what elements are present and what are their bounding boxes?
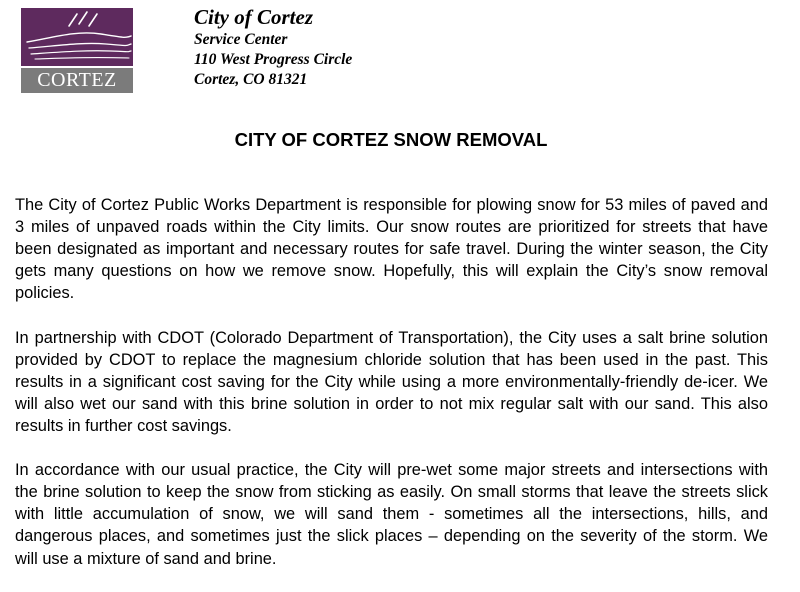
street-address: 110 West Progress Circle [194,51,353,68]
document-body [15,194,768,592]
city-logo [21,8,133,93]
logo-wordmark: CORTEZ [21,68,133,93]
document-title: CITY OF CORTEZ SNOW REMOVAL [234,129,548,150]
mountain-landscape-icon [21,8,133,66]
paragraph: In partnership with CDOT (Colorado Department of Transportation), the City uses a salt brine solution provided by CDOT to replace the magnesium chloride solution that has been used in the past. This results in a significant cost saving for the City while using a more environmentally-friendly de-icer. We will also wet our sand with this brine solution in order to not mix regular salt with our sand. This also results in further cost savings. [15,328,768,435]
city-name: City of Cortez [194,5,313,29]
department-name: Service Center [194,31,288,48]
paragraph: In accordance with our usual practice, the City will pre-wet some major streets and intersections with the brine solution to keep the snow from sticking as easily. On small storms that leave the streets slick with little accumulation of snow, we will sand them - sometimes all the intersections, hills, and dangerous places, and sometimes just the slick places – depending on the severity of the storm. We will use a mixture of sand and brine. [15,461,768,568]
logo-emblem [21,8,133,66]
paragraph: The City of Cortez Public Works Department is responsible for plowing snow for 53 miles of paved and 3 miles of unpaved roads within the City limits. Our snow routes are prioritized for streets that have been designated as important and necessary routes for safe travel. During the winter season, the City gets many questions on how we remove snow. Hopefully, this will explain the City’s snow removal policies. [15,196,768,303]
letterhead-address [194,5,352,90]
city-state-zip: Cortez, CO 81321 [194,71,308,88]
